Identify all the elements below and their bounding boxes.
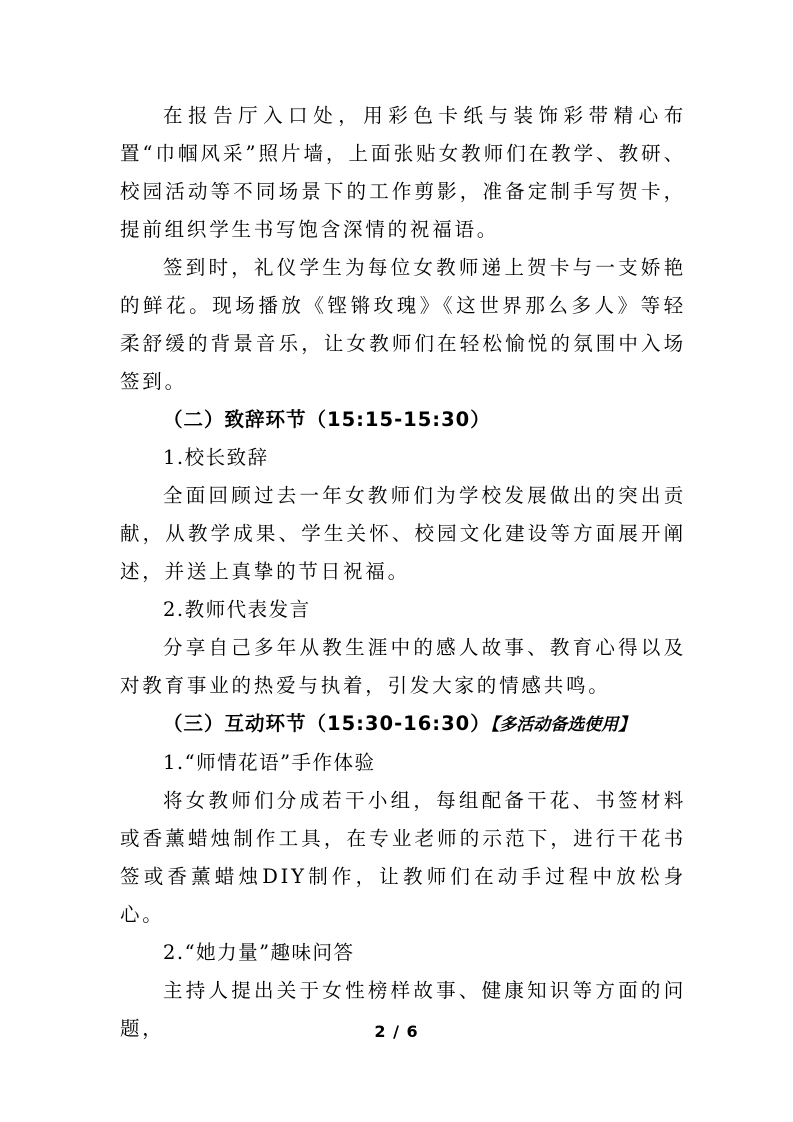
page-number: 2 / 6 [374, 1022, 419, 1041]
paragraph-handcraft: 将女教师们分成若干小组，每组配备干花、书签材料或香薰蜡烛制作工具，在专业老师的示范下，进行干花书签或香薰蜡烛DIY制作，让教师们在动手过程中放松身心。 [120, 789, 686, 926]
section-note: 【多活动备选使用】 [490, 715, 636, 735]
paragraph-photo-wall: 在报告厅入口处，用彩色卡纸与装饰彩带精心布置“巾帼风采”照片墙，上面张贴女教师们在教学、教研、校园活动等不同场景下的工作剪影，准备定制手写贺卡，提前组织学生书写饱含深情的祝福语。 [120, 104, 686, 241]
subheading-teacher-speech: 2.教师代表发言 [163, 598, 311, 621]
subheading-principal-speech: 1.校长致辞 [163, 446, 269, 469]
subheading-handcraft: 1.“师情花语”手作体验 [163, 751, 376, 774]
paragraph-quiz: 主持人提出关于女性榜样故事、健康知识等方面的问题， [120, 979, 686, 1040]
document-body [120, 97, 686, 1048]
section-heading-interaction [120, 705, 686, 744]
paragraph-teacher-speech: 分享自己多年从教生涯中的感人故事、教育心得以及对教育事业的热爱与执着，引发大家的情感共鸣。 [120, 636, 686, 697]
section-heading-interaction-text: （三）互动环节（15:30-16:30） [163, 712, 491, 735]
paragraph-principal-speech: 全面回顾过去一年女教师们为学校发展做出的突出贡献，从教学成果、学生关怀、校园文化建设等方面展开阐述，并送上真挚的节日祝福。 [120, 484, 686, 583]
section-heading-speeches: （二）致辞环节（15:15-15:30） [163, 408, 491, 431]
paragraph-sign-in: 签到时，礼仪学生为每位女教师递上贺卡与一支娇艳的鲜花。现场播放《铿锵玫瑰》《这世界那么多人》等轻柔舒缓的背景音乐，让女教师们在轻松愉悦的氛围中入场签到。 [120, 256, 686, 393]
subheading-quiz: 2.“她力量”趣味问答 [163, 941, 355, 964]
